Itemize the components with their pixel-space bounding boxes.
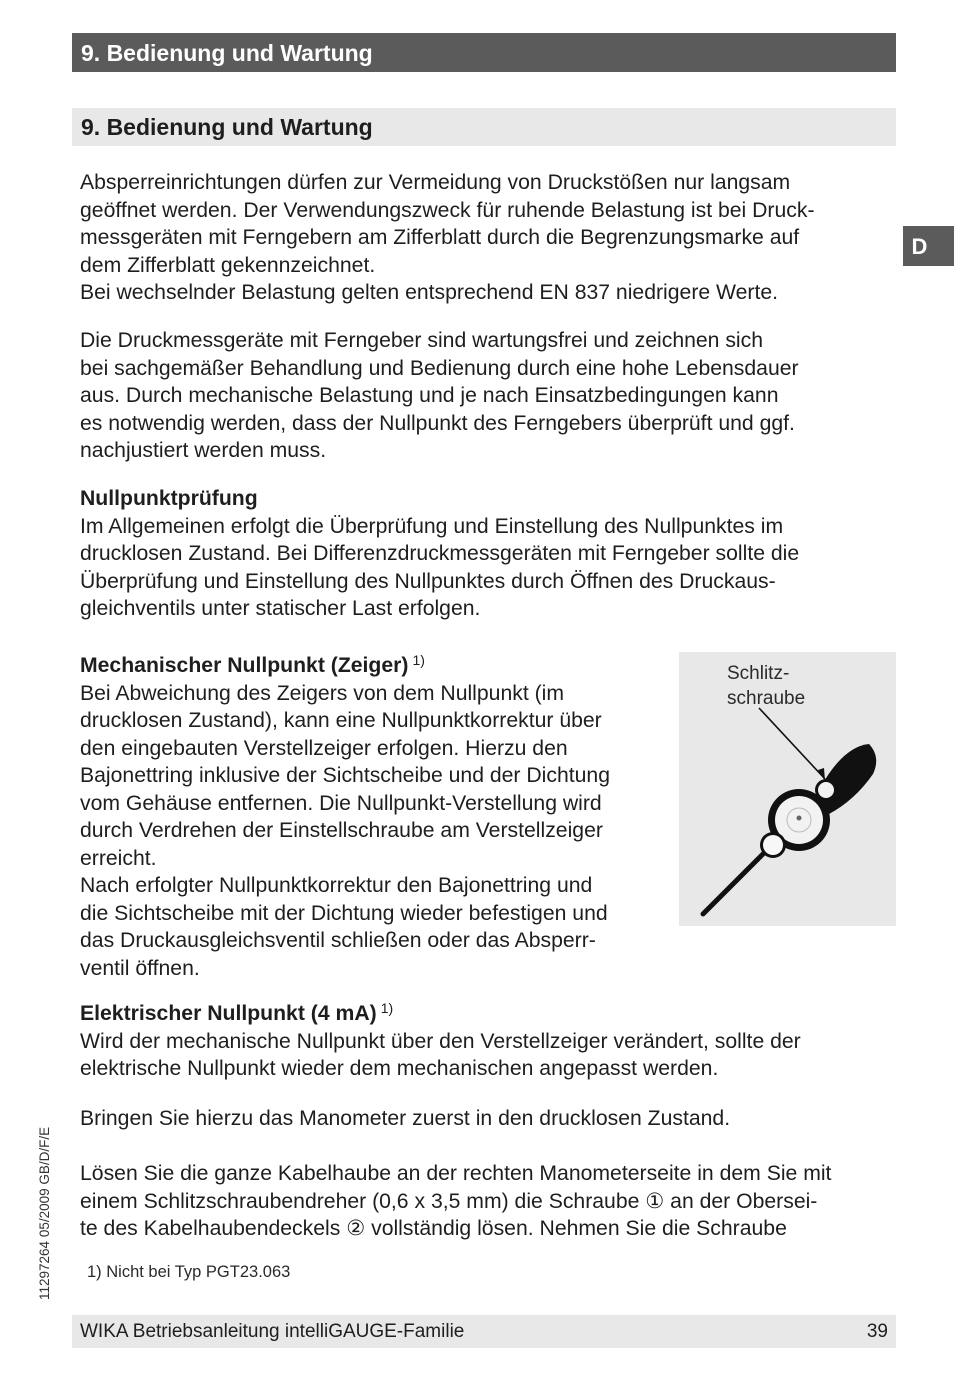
text-line: vom Gehäuse entfernen. Die Nullpunkt-Verstellung wird — [80, 791, 602, 815]
intro-paragraph — [80, 169, 815, 307]
mechanical-zero-heading: Mechanischer Nullpunkt (Zeiger) — [80, 654, 409, 677]
footnote-ref: 1) — [380, 1000, 394, 1016]
mechanical-zero-heading-line — [80, 647, 610, 680]
text-line: erreicht. — [80, 846, 157, 870]
text-line: einem Schlitzschraubendreher (0,6 x 3,5 mm) die Schraube ① an der Obersei- — [80, 1189, 818, 1213]
text-line: messgeräten mit Ferngebern am Zifferblatt durch die Begrenzungsmarke auf — [80, 226, 800, 249]
footnote: 1) Nicht bei Typ PGT23.063 — [87, 1263, 291, 1281]
text-line: Lösen Sie die ganze Kabelhaube an der rechten Manometerseite in dem Sie mit — [80, 1162, 832, 1185]
text-line: ventil öffnen. — [80, 956, 200, 980]
label-line: schraube — [727, 688, 806, 709]
text-line: geöffnet werden. Der Verwendungszweck für ruhende Belastung ist bei Druck- — [80, 198, 815, 222]
text-line: elektrische Nullpunkt wieder dem mechanischen angepasst werden. — [80, 1057, 719, 1080]
page-footer — [72, 1315, 896, 1348]
text-line: Bei Abweichung des Zeigers von dem Nullpunkt (im — [80, 681, 565, 705]
text-line: drucklosen Zustand. Bei Differenzdruckmessgeräten mit Ferngeber sollte die — [80, 542, 800, 565]
text-line: te des Kabelhaubendeckels ② vollständig lösen. Nehmen Sie die Schraube — [80, 1217, 787, 1240]
text-line: es notwendig werden, dass der Nullpunkt des Ferngebers überprüft und ggf. — [80, 411, 795, 435]
text-line: das Druckausgleichsventil schließen oder das Absperr- — [80, 929, 596, 952]
mechanical-zero-paragraph — [80, 647, 610, 982]
footnote-ref: 1) — [412, 652, 425, 668]
maintenance-paragraph — [80, 327, 799, 465]
footer-title: WIKA Betriebsanleitung intelliGAUGE-Familie — [80, 1321, 465, 1342]
text-line: dem Zifferblatt gekennzeichnet. — [80, 253, 376, 277]
zero-check-paragraph — [80, 485, 799, 623]
text-line: gleichventils unter statischer Last erfolgen. — [80, 597, 481, 620]
document-code-vertical — [36, 1100, 56, 1300]
label-line: Schlitz- — [727, 663, 790, 684]
language-tab[interactable]: D — [903, 226, 954, 266]
text-line: Bringen Sie hierzu das Manometer zuerst in den drucklosen Zustand. — [80, 1107, 731, 1130]
section-title: 9. Bedienung und Wartung — [72, 108, 896, 146]
text-line: drucklosen Zustand), kann eine Nullpunktkorrektur über — [80, 709, 602, 732]
electrical-zero-heading: Elektrischer Nullpunkt (4 mA) — [80, 1002, 377, 1025]
text-line: aus. Durch mechanische Belastung und je nach Einsatzbedingungen kann — [80, 384, 779, 407]
text-line: Im Allgemeinen erfolgt die Überprüfung und Einstellung des Nullpunktes im — [80, 514, 784, 538]
text-line: Die Druckmessgeräte mit Ferngeber sind wartungsfrei und zeichnen sich — [80, 329, 764, 352]
text-line: Nach erfolgter Nullpunktkorrektur den Bajonettring und — [80, 874, 593, 897]
text-line: Bajonettring inklusive der Sichtscheibe und der Dichtung — [80, 764, 610, 787]
text-line: Wird der mechanische Nullpunkt über den Verstellzeiger verändert, sollte der — [80, 1029, 801, 1053]
zero-check-heading: Nullpunktprüfung — [80, 487, 258, 510]
text-line: nachjustiert werden muss. — [80, 439, 327, 462]
page-header: 9. Bedienung und Wartung — [72, 33, 896, 72]
document-code: 11297264 05/2009 GB/D/F/E — [37, 1126, 52, 1300]
text-line: Überprüfung und Einstellung des Nullpunktes durch Öffnen des Druckaus- — [80, 569, 776, 593]
text-line: durch Verdrehen der Einstellschraube am Verstellzeiger — [80, 819, 603, 842]
text-line: die Sichtscheibe mit der Dichtung wieder befestigen und — [80, 901, 608, 925]
electrical-zero-paragraph — [80, 995, 801, 1083]
text-line: Bei wechselnder Belastung gelten entsprechend EN 837 niedrigere Werte. — [80, 281, 779, 304]
slotted-screw-label — [727, 661, 805, 711]
text-line: Absperreinrichtungen dürfen zur Vermeidung von Druckstößen nur langsam — [80, 171, 791, 194]
cable-hood-paragraph — [80, 1160, 831, 1243]
electrical-zero-heading-line — [80, 995, 801, 1028]
depressurize-paragraph — [80, 1105, 730, 1133]
text-line: bei sachgemäßer Behandlung und Bedienung durch eine hohe Lebensdauer — [80, 356, 799, 380]
page-number: 39 — [866, 1321, 888, 1342]
pointer-illustration — [679, 652, 896, 926]
text-line: den eingebauten Verstellzeiger erfolgen. Hierzu den — [80, 736, 568, 760]
